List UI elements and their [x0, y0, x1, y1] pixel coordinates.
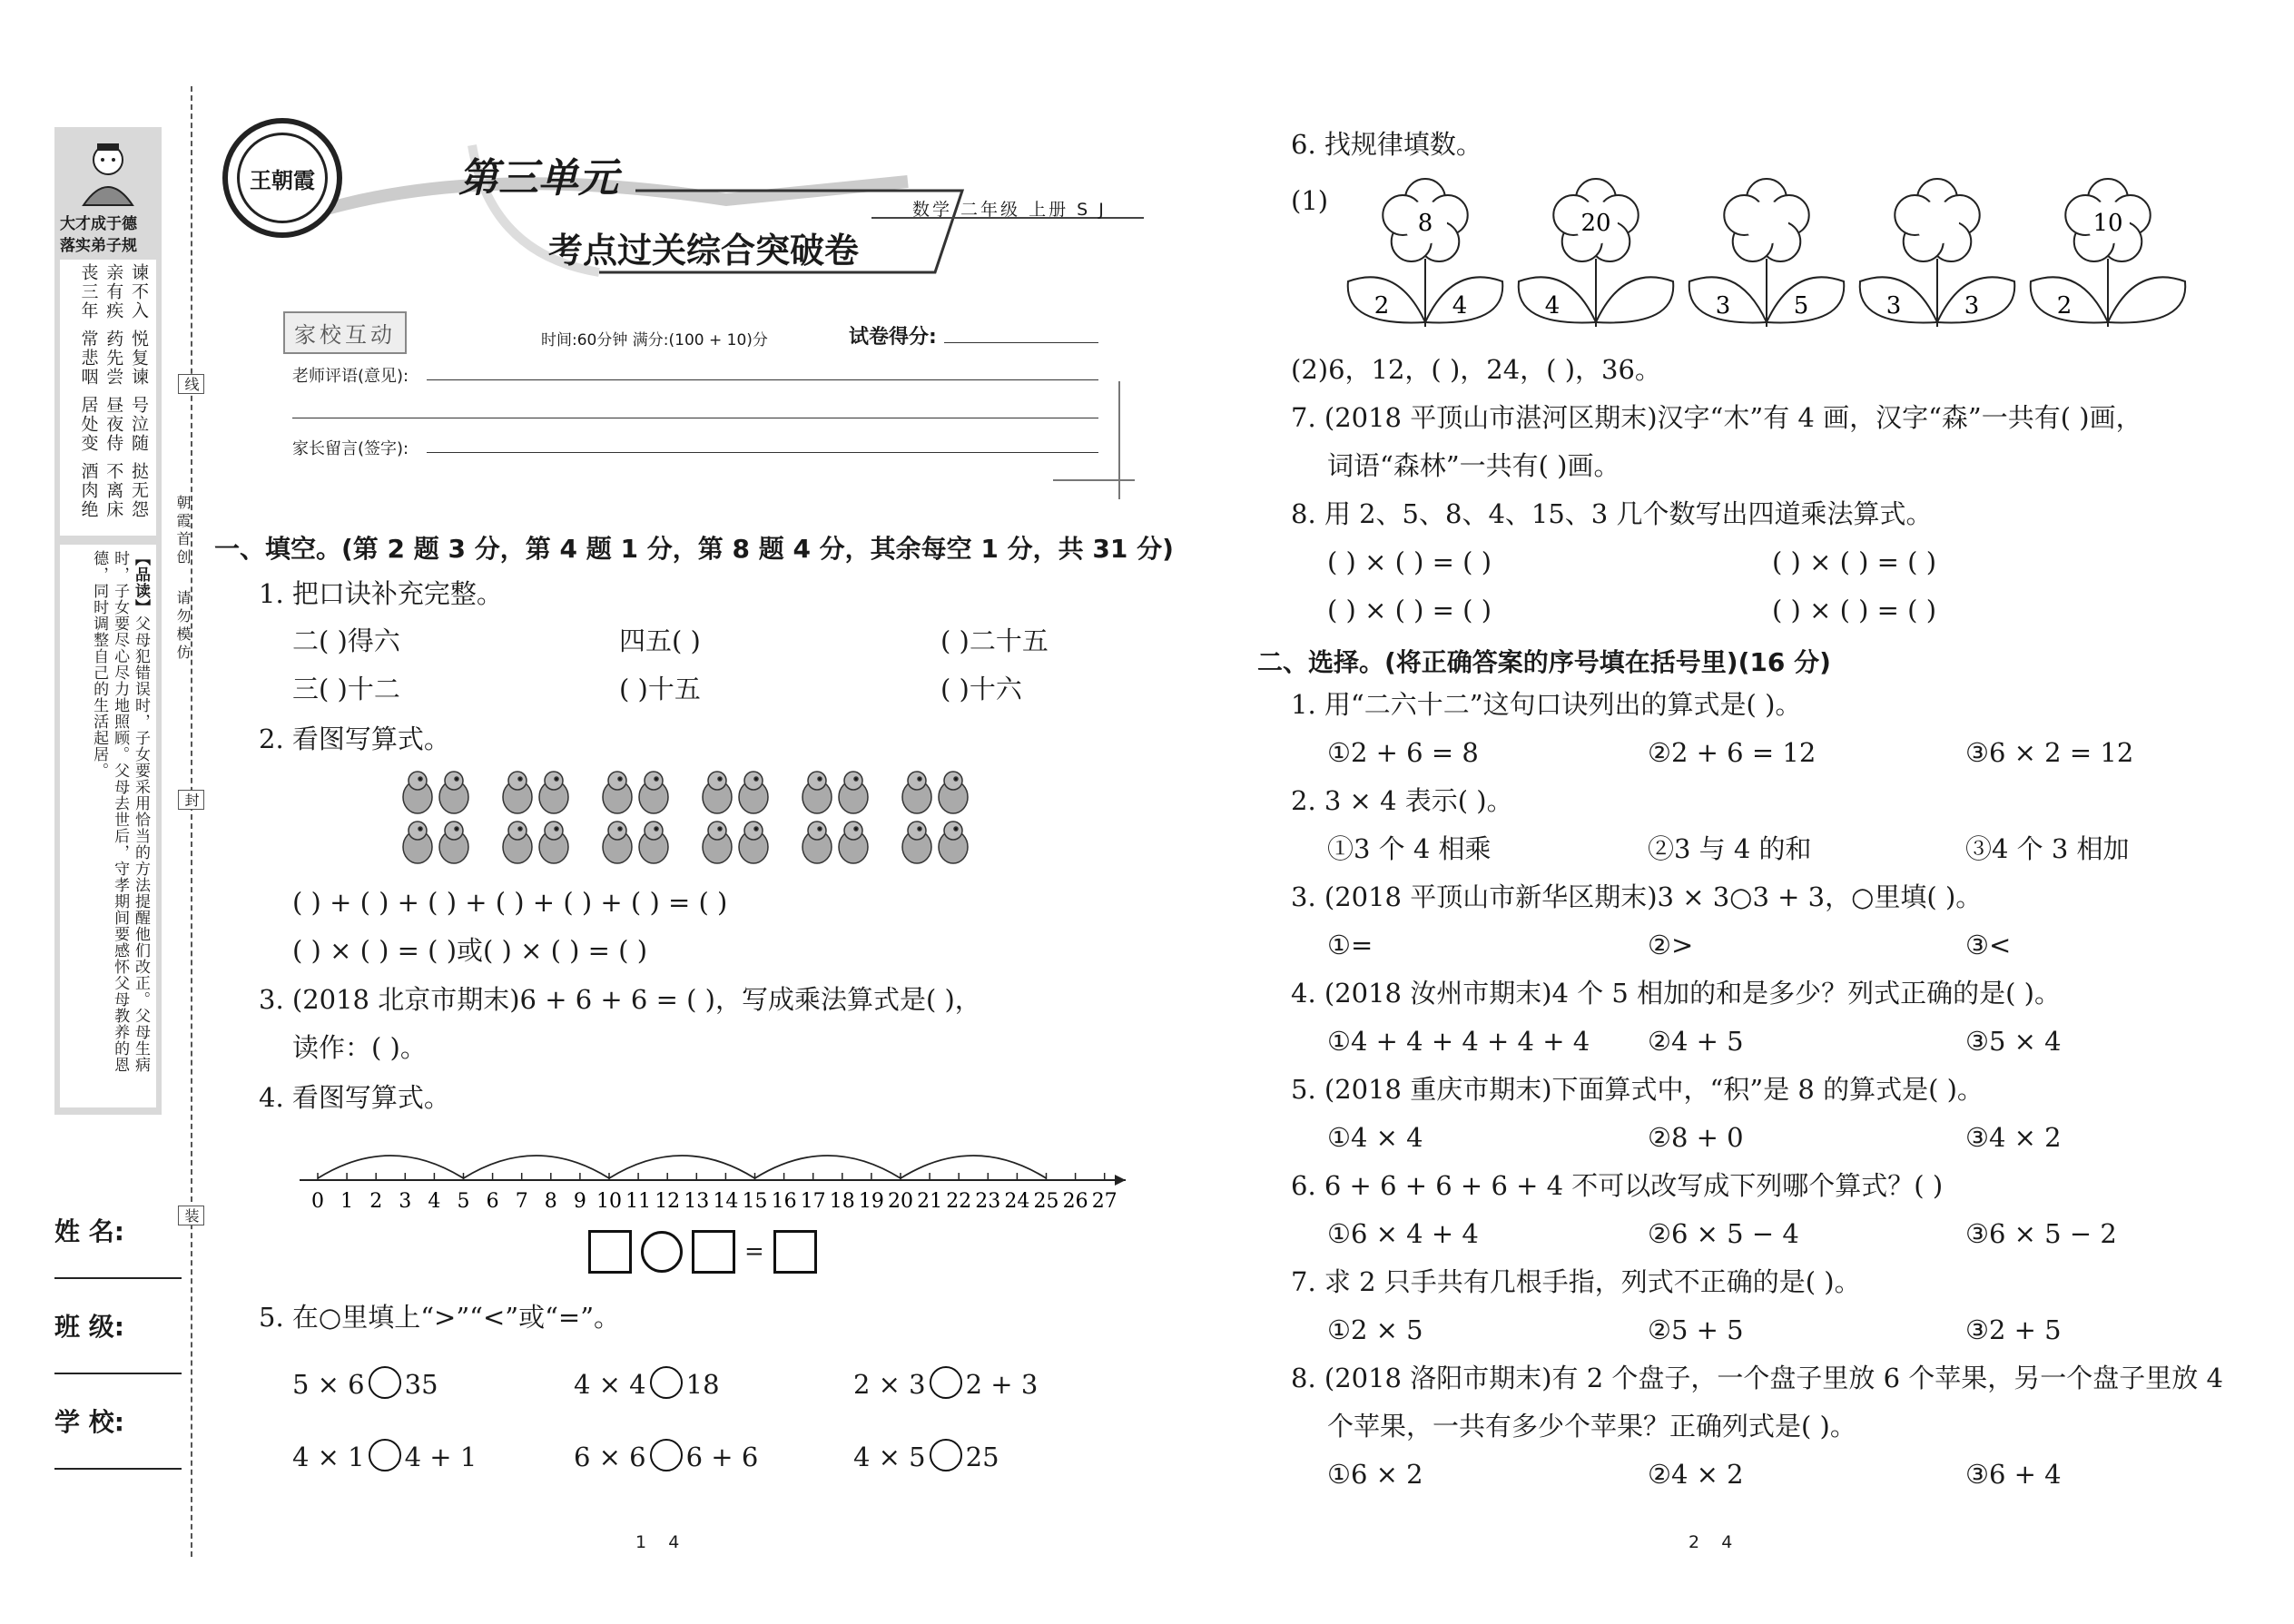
leaf-number: 2	[1373, 292, 1390, 320]
leaf-number: 4	[1452, 292, 1468, 320]
binding-mark: 封	[178, 790, 204, 810]
tick-label: 26	[1062, 1190, 1088, 1213]
flower-pattern	[1334, 172, 2233, 336]
chick-icon	[603, 772, 632, 813]
choice-option[interactable]: ①=	[1327, 930, 1373, 960]
chick-icon	[902, 822, 931, 863]
poem-col: 挞无怨	[129, 462, 149, 519]
chick-icon	[703, 772, 732, 813]
question-6-part2[interactable]: (2)6，12，( )，24，( )，36。	[1291, 354, 1661, 385]
binding-mark: 线	[178, 374, 204, 394]
poem-box	[60, 260, 156, 536]
chick-icon	[739, 772, 768, 813]
choice-option[interactable]: ①4 × 4	[1327, 1122, 1423, 1153]
poem-col: 谏不入	[129, 263, 149, 320]
number-line	[290, 1126, 1144, 1216]
tick-label: 19	[858, 1190, 884, 1213]
flower-center-number: 8	[1417, 210, 1433, 237]
flower-icon	[1689, 179, 1845, 327]
chick-icon	[939, 772, 968, 813]
leaf-number: 4	[1544, 292, 1561, 320]
jump-arc	[464, 1156, 610, 1178]
jump-arc	[755, 1156, 901, 1178]
flower-icon	[1348, 179, 1503, 327]
poem-col: 号泣随	[129, 396, 149, 453]
tick-label: 15	[742, 1190, 768, 1213]
compare-item[interactable]: 4 × 4 18	[574, 1366, 720, 1399]
fill-blank[interactable]: 二( )得六	[292, 625, 400, 656]
tick-label: 11	[625, 1190, 652, 1213]
poem-text	[77, 263, 149, 536]
tick-label: 20	[888, 1190, 913, 1213]
reading-label: 【品读】	[132, 550, 150, 615]
flower-icon	[2031, 179, 2186, 327]
compare-item[interactable]: 4 × 5 25	[853, 1439, 999, 1471]
compare-circle[interactable]	[369, 1439, 401, 1471]
unit-title: 第三单元	[458, 155, 618, 202]
tick-label: 1	[340, 1190, 354, 1213]
jump-arc	[901, 1156, 1047, 1178]
chick-icon	[839, 822, 868, 863]
jump-arc	[318, 1156, 464, 1178]
tick-label: 6	[486, 1190, 499, 1213]
poem-col: 居处变	[78, 396, 99, 453]
mascot-icon	[74, 136, 142, 209]
chick-icon	[539, 822, 568, 863]
question-3[interactable]: 3. (2018 北京市期末)6 + 6 + 6 = ( )，写成乘法算式是( )，	[259, 984, 981, 1015]
chick-icon	[639, 772, 668, 813]
operator-circle[interactable]	[641, 1231, 683, 1273]
choice-option[interactable]: ③6 × 5 − 2	[1965, 1218, 2117, 1249]
poem-col: 不离床	[103, 462, 124, 519]
tick-label: 5	[457, 1190, 470, 1213]
tick-label: 13	[684, 1190, 710, 1213]
chick-icon	[539, 772, 568, 813]
question-1-stem: 1. 把口诀补充完整。	[259, 578, 503, 609]
flower-center-number: 10	[2092, 210, 2123, 237]
compare-circle[interactable]	[650, 1439, 683, 1471]
teacher-comment-label: 老师评语(意见):	[292, 367, 409, 386]
chick-icon	[939, 822, 968, 863]
motto-top: 大才成于德	[60, 215, 137, 233]
poem-col: 昼夜侍	[103, 396, 124, 453]
choice-option[interactable]: ①6 × 2	[1327, 1459, 1423, 1490]
chick-icon	[802, 822, 832, 863]
tick-label: 12	[655, 1190, 681, 1213]
question-7-cont[interactable]: 词语“森林”一共有( )画。	[1327, 450, 1620, 481]
leaf-number: 5	[1793, 292, 1809, 320]
leaf-number: 3	[1885, 292, 1902, 320]
header-rule	[1053, 479, 1135, 481]
leaf-number: 3	[1715, 292, 1731, 320]
section-heading: 一、填空。(第 2 题 3 分，第 4 题 1 分，第 8 题 4 分，其余每空 1 分，共 31 分)	[214, 534, 1174, 564]
question-8-stem: 8. 用 2、5、8、4、15、3 几个数写出四道乘法算式。	[1291, 498, 1933, 529]
choice-option[interactable]: ②2 + 6 = 12	[1648, 737, 1816, 768]
chick-groups-image	[399, 767, 999, 867]
tick-label: 14	[713, 1190, 739, 1213]
name-field[interactable]: 姓 名:	[54, 1212, 182, 1279]
chick-icon	[902, 772, 931, 813]
chick-icon	[603, 822, 632, 863]
tick-label: 4	[428, 1190, 441, 1213]
tick-label: 25	[1033, 1190, 1059, 1213]
equation-blank[interactable]: ( ) × ( ) = ( )	[1327, 595, 1492, 625]
question-2-stem: 2. 看图写算式。	[259, 723, 450, 754]
compare-item[interactable]: 5 × 6 35	[292, 1366, 438, 1399]
motto-bottom: 落实弟子规	[60, 237, 137, 255]
sidebar-panel	[54, 127, 162, 1115]
compare-circle[interactable]	[369, 1366, 401, 1399]
tick-label: 18	[829, 1190, 855, 1213]
question-6-part1: (1)	[1291, 185, 1329, 216]
poem-col: 丧三年	[78, 263, 99, 320]
binding-mark: 装	[178, 1206, 204, 1225]
tick-label: 9	[573, 1190, 586, 1213]
answer-boxes[interactable]	[588, 1230, 817, 1274]
teacher-comment-field[interactable]	[427, 379, 1098, 380]
choice-option[interactable]: ②4 × 2	[1648, 1459, 1744, 1490]
side-note: 请勿模仿	[174, 590, 192, 663]
poem-col: 悦复谏	[129, 330, 149, 387]
school-field[interactable]: 学 校:	[54, 1403, 182, 1470]
section-heading: 二、选择。(将正确答案的序号填在括号里)(16 分)	[1257, 647, 1831, 677]
chick-icon	[439, 772, 468, 813]
answer-box[interactable]	[773, 1230, 817, 1274]
jump-arc	[609, 1156, 755, 1178]
tick-label: 10	[596, 1190, 622, 1213]
addition-expression[interactable]: ( ) + ( ) + ( ) + ( ) + ( ) + ( ) = ( )	[292, 887, 728, 918]
answer-box[interactable]	[692, 1230, 735, 1274]
fill-blank[interactable]: 三( )十二	[292, 674, 400, 704]
compare-circle[interactable]	[930, 1366, 962, 1399]
tick-label: 3	[399, 1190, 412, 1213]
chick-icon	[403, 822, 432, 863]
question-6-stem: 6. 找规律填数。	[1291, 129, 1482, 160]
equation-blank[interactable]: ( ) × ( ) = ( )	[1772, 595, 1937, 625]
time-info: 时间:60分钟 满分:(100 + 10)分	[541, 331, 768, 349]
flower-icon	[1519, 179, 1674, 327]
reading-text: 父母犯错误时，子女要采用恰当的方法提醒他们改正。父母生病时，子女要尽心尽力地照顾。父母去世后，守孝期间要感怀父母教养的恩德，同时调整自己的生活起居。	[90, 550, 150, 1073]
poem-col: 药先尝	[103, 330, 124, 387]
class-field[interactable]: 班 级:	[54, 1307, 182, 1374]
choice-question-stem[interactable]: 3. (2018 平顶山市新华区期末)3 × 3○3 + 3，○里填( )。	[1291, 881, 1983, 912]
choice-question-stem[interactable]: 6. 6 + 6 + 6 + 6 + 4 不可以改写成下列哪个算式？( )	[1291, 1170, 1944, 1201]
tick-label: 2	[369, 1190, 383, 1213]
choice-question-stem[interactable]: 2. 3 × 4 表示( )。	[1291, 785, 1513, 816]
fill-blank[interactable]: ( )十五	[619, 674, 701, 704]
arrow-icon	[1115, 1175, 1126, 1186]
choice-question-stem[interactable]: 5. (2018 重庆市期末)下面算式中，“积”是 8 的算式是( )。	[1291, 1074, 1984, 1105]
leaf-number: 2	[2056, 292, 2072, 320]
home-school-label: 家校互动	[283, 311, 407, 354]
compare-circle[interactable]	[650, 1366, 683, 1399]
question-3-read[interactable]: 读作：( )。	[292, 1032, 427, 1063]
choice-option[interactable]: ②6 × 5 − 4	[1648, 1218, 1799, 1249]
choice-option[interactable]: ③6 + 4	[1965, 1459, 2062, 1490]
choice-option[interactable]: ②4 + 5	[1648, 1026, 1744, 1057]
fill-blank[interactable]: ( )二十五	[940, 625, 1049, 656]
tick-label: 0	[311, 1190, 324, 1213]
tick-label: 23	[975, 1190, 1001, 1213]
tick-label: 27	[1091, 1190, 1117, 1213]
grade-meta: 数学 二年级 上册 S J	[912, 200, 1107, 220]
leaf-number: 3	[1964, 292, 1980, 320]
poem-col: 酒肉绝	[78, 462, 99, 519]
choice-option[interactable]: ②>	[1648, 930, 1694, 960]
tick-label: 7	[515, 1190, 528, 1213]
question-4-stem: 4. 看图写算式。	[259, 1082, 450, 1113]
compare-item[interactable]: 4 × 1 4 + 1	[292, 1439, 477, 1471]
chick-icon	[403, 772, 432, 813]
choice-option[interactable]: ③5 × 4	[1965, 1026, 2062, 1057]
page-number: 2 4	[1689, 1532, 1733, 1552]
compare-item[interactable]: 2 × 3 2 + 3	[853, 1366, 1038, 1399]
question-5-stem: 5. 在○里填上“>”“<”或“=”。	[259, 1302, 621, 1333]
score-field[interactable]	[944, 342, 1098, 343]
page-number: 1 4	[635, 1532, 680, 1552]
equals-sign: =	[744, 1238, 764, 1265]
header-rule	[1118, 381, 1120, 499]
tick-label: 16	[771, 1190, 797, 1213]
choice-option[interactable]: ②8 + 0	[1648, 1122, 1744, 1153]
side-note: 朝霞首创	[174, 495, 192, 567]
choice-question-stem[interactable]: 个苹果，一共有多少个苹果？正确列式是( )。	[1327, 1411, 1856, 1442]
equation-blank[interactable]: ( ) × ( ) = ( )	[1772, 546, 1937, 577]
choice-option[interactable]: ①2 + 6 = 8	[1327, 737, 1479, 768]
tick-label: 17	[800, 1190, 826, 1213]
tick-label: 8	[544, 1190, 557, 1213]
multiplication-expression[interactable]: ( ) × ( ) = ( )或( ) × ( ) = ( )	[292, 935, 648, 966]
parent-message-label: 家长留言(签字):	[292, 439, 409, 458]
chick-icon	[503, 772, 532, 813]
choice-question-stem[interactable]: 7. 求 2 只手共有几根手指，列式不正确的是( )。	[1291, 1266, 1861, 1297]
chick-icon	[703, 822, 732, 863]
choice-option[interactable]: ①6 × 4 + 4	[1327, 1218, 1479, 1249]
brand-logo	[222, 118, 342, 238]
poem-col: 常悲咽	[78, 330, 99, 387]
equation-blank[interactable]: ( ) × ( ) = ( )	[1327, 546, 1492, 577]
page-title: 考点过关综合突破卷	[548, 230, 860, 271]
choice-option[interactable]: ②5 + 5	[1648, 1314, 1744, 1345]
choice-option[interactable]: ③4 × 2	[1965, 1122, 2062, 1153]
fill-blank[interactable]: ( )十六	[940, 674, 1022, 704]
chick-icon	[739, 822, 768, 863]
choice-question-stem[interactable]: 8. (2018 洛阳市期末)有 2 个盘子，一个盘子里放 6 个苹果，另一个盘子里放 4	[1291, 1363, 2223, 1393]
compare-item[interactable]: 6 × 6 6 + 6	[574, 1439, 758, 1471]
choice-option[interactable]: ③6 × 2 = 12	[1965, 737, 2134, 768]
chick-icon	[802, 772, 832, 813]
question-7[interactable]: 7. (2018 平顶山市湛河区期末)汉字“木”有 4 画，汉字“森”一共有( )画，	[1291, 402, 2142, 433]
tick-label: 22	[946, 1190, 972, 1213]
answer-box[interactable]	[588, 1230, 632, 1274]
flower-icon	[1860, 179, 2015, 327]
tick-label: 21	[917, 1190, 943, 1213]
choice-option[interactable]: ③2 + 5	[1965, 1314, 2062, 1345]
logo-text: 王朝霞	[237, 133, 328, 223]
choice-option[interactable]: ②3 与 4 的和	[1648, 833, 1812, 864]
choice-option[interactable]: ③<	[1965, 930, 2012, 960]
binding-line	[191, 86, 192, 1557]
fill-blank[interactable]: 四五( )	[619, 625, 701, 656]
parent-message-field[interactable]	[427, 452, 1098, 453]
chick-icon	[503, 822, 532, 863]
choice-option[interactable]: ③4 个 3 相加	[1965, 833, 2130, 864]
poem-col: 亲有疾	[103, 263, 124, 320]
choice-option[interactable]: ①2 × 5	[1327, 1314, 1423, 1345]
choice-question-stem[interactable]: 4. (2018 汝州市期末)4 个 5 相加的和是多少？列式正确的是( )。	[1291, 978, 2061, 1009]
flower-center-number: 20	[1580, 210, 1611, 237]
chick-icon	[839, 772, 868, 813]
tick-label: 24	[1004, 1190, 1030, 1213]
choice-option[interactable]: ①4 + 4 + 4 + 4 + 4	[1327, 1026, 1590, 1057]
reading-box	[60, 545, 156, 1107]
choice-question-stem[interactable]: 1. 用“二六十二”这句口诀列出的算式是( )。	[1291, 689, 1802, 720]
score-label: 试卷得分:	[849, 326, 937, 349]
chick-icon	[439, 822, 468, 863]
compare-circle[interactable]	[930, 1439, 962, 1471]
chick-icon	[639, 822, 668, 863]
choice-option[interactable]: ①3 个 4 相乘	[1327, 833, 1492, 864]
